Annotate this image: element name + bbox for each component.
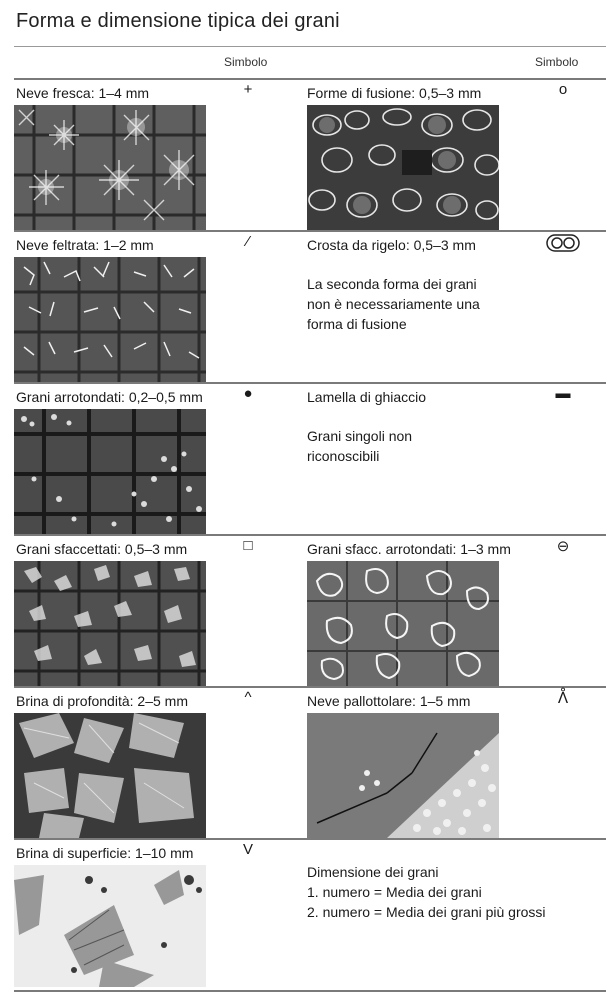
grain-row-2 <box>14 230 606 382</box>
note-line: 1. numero = Media dei grani <box>307 884 482 900</box>
symbol-header-right: Simbolo <box>535 55 579 69</box>
row-divider <box>14 686 606 688</box>
grain-note <box>307 426 412 466</box>
fresh-snow-image <box>14 105 206 230</box>
grain-row-5 <box>14 686 606 838</box>
decomposed-snow-image <box>14 257 206 382</box>
grain-name: Forme di fusione: 0,5–3 mm <box>307 85 482 101</box>
grain-name: Neve fresca: 1–4 mm <box>16 85 150 101</box>
grain-note <box>307 274 480 334</box>
grain-name: Neve pallottolare: 1–5 mm <box>307 693 471 709</box>
table-bottom-divider <box>14 990 606 992</box>
header-divider <box>14 46 606 47</box>
photo-graupel <box>307 713 499 838</box>
grain-name: Lamella di ghiaccio <box>307 389 427 405</box>
row-divider <box>14 230 606 232</box>
row-divider <box>14 78 606 80</box>
surface-hoar-image <box>14 865 206 987</box>
symbol-square-icon: □ <box>243 537 253 554</box>
grain-name: Grani sfaccettati: 0,5–3 mm <box>16 541 188 557</box>
symbol-double-circle-icon <box>545 233 581 257</box>
rounded-faceted-grains-image <box>307 561 499 686</box>
note-line: 2. numero = Media dei grani più grossi <box>307 904 546 920</box>
depth-hoar-image <box>14 713 206 838</box>
note-line: forma di fusione <box>307 316 407 332</box>
symbol-graupel-icon: ᐰ <box>557 690 569 707</box>
photo-faceted-grains <box>14 561 206 686</box>
grain-row-6 <box>14 838 606 990</box>
photo-fresh-snow <box>14 105 206 230</box>
symbol-caret-icon: ^ <box>244 689 252 706</box>
symbol-slash-icon: ⁄ <box>246 233 250 250</box>
symbol-bar-icon: ▬ <box>555 385 571 402</box>
photo-rounded-grains <box>14 409 206 534</box>
grain-row-4 <box>14 534 606 686</box>
symbol-dot-icon: ● <box>243 385 253 402</box>
page-title: Forma e dimensione tipica dei grani <box>16 10 340 32</box>
note-line: non è necessariamente una <box>307 296 480 312</box>
note-line: Dimensione dei grani <box>307 864 439 880</box>
photo-melt-forms <box>307 105 499 230</box>
photo-depth-hoar <box>14 713 206 838</box>
symbol-header-left: Simbolo <box>224 55 268 69</box>
grain-name: Grani sfacc. arrotondati: 1–3 mm <box>307 541 511 557</box>
melt-forms-image <box>307 105 499 230</box>
rounded-grains-image <box>14 409 206 534</box>
grain-row-1 <box>14 78 606 230</box>
note-line: riconoscibili <box>307 448 380 464</box>
row-divider <box>14 838 606 840</box>
grain-name: Crosta da rigelo: 0,5–3 mm <box>307 237 476 253</box>
faceted-grains-image <box>14 561 206 686</box>
photo-decomposed-snow <box>14 257 206 382</box>
photo-rounded-faceted-grains <box>307 561 499 686</box>
graupel-image <box>307 713 499 838</box>
grain-name: Neve feltrata: 1–2 mm <box>16 237 154 253</box>
grain-name: Brina di superficie: 1–10 mm <box>16 845 194 861</box>
symbol-circle-icon: o <box>558 81 568 98</box>
row-divider <box>14 534 606 536</box>
grain-row-3 <box>14 382 606 534</box>
row-divider <box>14 382 606 384</box>
grain-size-legend <box>307 862 546 922</box>
grain-name: Grani arrotondati: 0,2–0,5 mm <box>16 389 203 405</box>
grain-name: Brina di profondità: 2–5 mm <box>16 693 188 709</box>
symbol-plus-icon: + <box>243 81 253 98</box>
note-line: Grani singoli non <box>307 428 413 444</box>
symbol-v-icon: V <box>242 841 253 858</box>
photo-surface-hoar <box>14 865 206 987</box>
melt-freeze-crust-icon <box>546 233 580 253</box>
note-line: La seconda forma dei grani <box>307 276 477 292</box>
symbol-half-circle-icon: ⊖ <box>556 538 570 555</box>
